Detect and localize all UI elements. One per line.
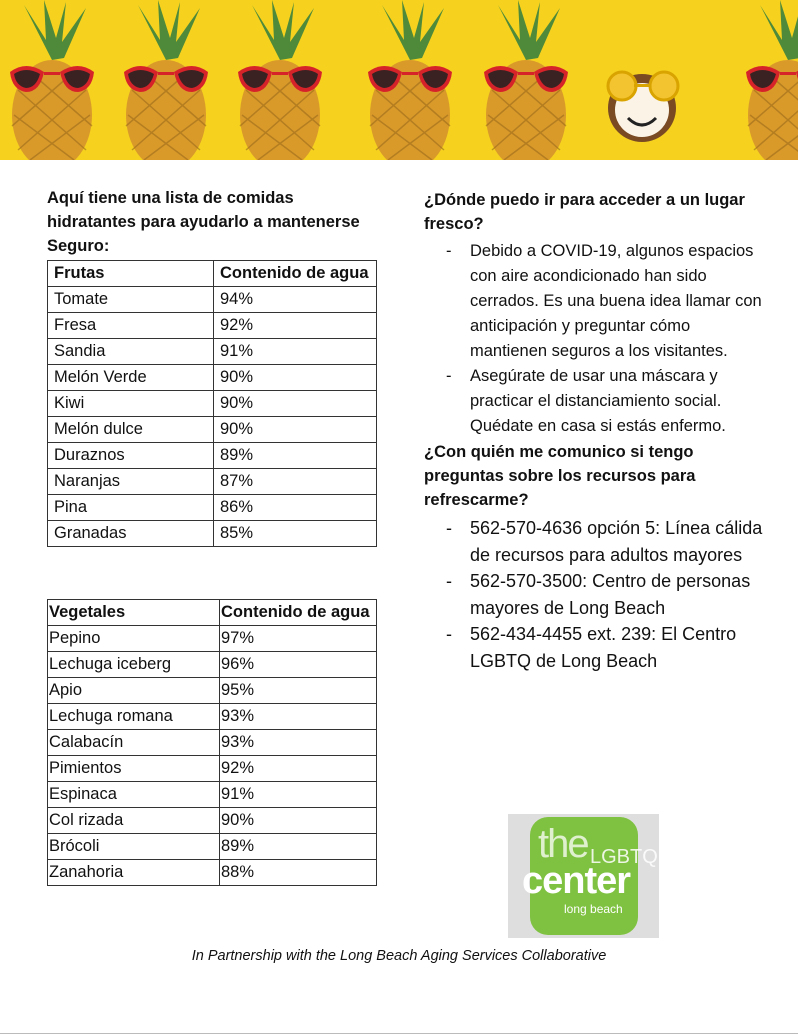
list-item: - Asegúrate de usar una máscara y practicar el distanciamiento social. Quédate en casa si estás enfermo. [446,364,764,439]
food-name-cell: Apio [48,678,220,704]
food-name-cell: Fresa [48,313,214,339]
table-row [48,730,377,756]
food-name-cell: Zanahoria [48,860,220,886]
table-row [48,339,377,365]
food-name-cell: Pina [48,495,214,521]
header-water-content: Contenido de agua [220,600,377,626]
contact-heading: ¿Con quién me comunico si tengo preguntas sobre los recursos para refrescarme? [424,443,696,509]
water-content-cell: 90% [214,417,377,443]
food-name-cell: Melón Verde [48,365,214,391]
header-vegetables: Vegetales [48,600,220,626]
food-name-cell: Melón dulce [48,417,214,443]
table-row [48,365,377,391]
divider [0,1033,798,1034]
hydrating-foods-heading: Aquí tiene una lista de comidas hidratantes para ayudarlo a mantenerse Seguro: [47,189,360,255]
table-row [48,782,377,808]
table-row [48,652,377,678]
food-name-cell: Pimientos [48,756,220,782]
food-name-cell: Duraznos [48,443,214,469]
table-row [48,521,377,547]
water-content-cell: 89% [220,834,377,860]
header-water-content: Contenido de agua [214,261,377,287]
food-name-cell: Espinaca [48,782,220,808]
header-fruits: Frutas [48,261,214,287]
water-content-cell: 95% [220,678,377,704]
water-content-cell: 94% [214,287,377,313]
water-content-cell: 87% [214,469,377,495]
table-row [48,860,377,886]
cool-place-heading: ¿Dónde puedo ir para acceder a un lugar fresco? [424,191,745,233]
food-name-cell: Naranjas [48,469,214,495]
cool-place-list [424,239,764,439]
logo-lgbtq: LGBTQ [590,846,658,868]
table-row [48,443,377,469]
food-name-cell: Sandia [48,339,214,365]
pineapple-image [232,0,328,160]
water-content-cell: 86% [214,495,377,521]
list-item: - 562-570-3500: Centro de personas mayores de Long Beach [446,568,764,621]
table-row [48,469,377,495]
table-header-row [48,600,377,626]
table-row [48,834,377,860]
table-row [48,313,377,339]
left-column [47,186,379,886]
pineapple-image [740,0,798,160]
table-row [48,626,377,652]
food-name-cell: Tomate [48,287,214,313]
water-content-cell: 91% [214,339,377,365]
food-name-cell: Brócoli [48,834,220,860]
water-content-cell: 92% [220,756,377,782]
food-name-cell: Kiwi [48,391,214,417]
food-name-cell: Lechuga romana [48,704,220,730]
table-row [48,756,377,782]
food-name-cell: Calabacín [48,730,220,756]
water-content-cell: 90% [214,391,377,417]
pineapple-image [4,0,100,160]
food-name-cell: Lechuga iceberg [48,652,220,678]
logo-long-beach: long beach [564,902,623,916]
food-name-cell: Granadas [48,521,214,547]
water-content-cell: 92% [214,313,377,339]
table-row [48,704,377,730]
vegetables-table [47,599,377,886]
water-content-cell: 91% [220,782,377,808]
pineapple-image [118,0,214,160]
water-content-cell: 89% [214,443,377,469]
water-content-cell: 93% [220,730,377,756]
table-row [48,808,377,834]
logo-center: center [522,860,631,902]
table-row [48,391,377,417]
pineapple-image [362,0,458,160]
table-row [48,287,377,313]
fruits-table [47,260,377,547]
coconut-image [592,66,692,146]
list-item: - 562-434-4455 ext. 239: El Centro LGBTQ de Long Beach [446,621,764,674]
banner-image [0,0,798,160]
right-column [424,188,764,675]
logo-the: the [538,822,588,866]
list-item: - 562-570-4636 opción 5: Línea cálida de recursos para adultos mayores [446,515,764,568]
table-row [48,417,377,443]
water-content-cell: 88% [220,860,377,886]
lgbtq-center-logo [508,814,659,938]
food-name-cell: Pepino [48,626,220,652]
water-content-cell: 90% [220,808,377,834]
water-content-cell: 85% [214,521,377,547]
list-item: - Debido a COVID-19, algunos espacios con aire acondicionado han sido cerrados. Es una buena idea llamar con anticipación y preguntar cómo mantienen seguros a los visitantes. [446,239,764,364]
food-name-cell: Col rizada [48,808,220,834]
table-row [48,495,377,521]
water-content-cell: 97% [220,626,377,652]
water-content-cell: 90% [214,365,377,391]
contact-list [424,515,764,675]
partnership-footer: In Partnership with the Long Beach Aging Services Collaborative [191,948,607,964]
table-row [48,678,377,704]
pineapple-image [478,0,574,160]
table-header-row [48,261,377,287]
water-content-cell: 93% [220,704,377,730]
water-content-cell: 96% [220,652,377,678]
